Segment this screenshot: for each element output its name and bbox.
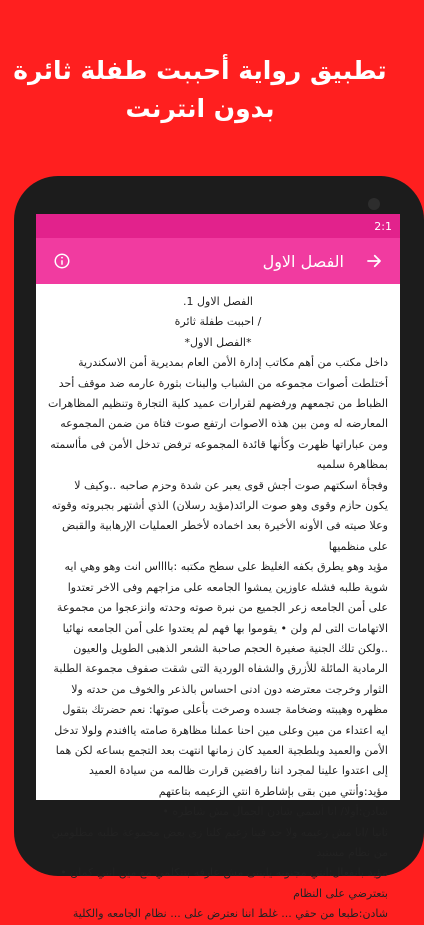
promo-title-line2: بدون انترنت — [125, 94, 275, 123]
camera-icon — [368, 198, 380, 210]
paragraph: وفجأة اسكتهم صوت أجش قوى يعبر عن شدة وحزم صاحبه ..وكيف لا يكون حازم وقوى وهو صوت الرائد(مؤيد رسلان) الذي أشتهر بجبروته وقوته وعلا صيته فى الأونه الأخيرة بعد اخماده لأخطر العمليات الإرهابية والقبض على منظميها — [51, 478, 388, 553]
status-time: 2:1 — [374, 220, 392, 233]
paragraph: شادن:طبعا من حقي ... غلط اننا نعترض على ... نظام الجامعه والكلية — [72, 907, 388, 921]
promo-title-line1: تطبيق رواية أحببت طفلة ثائرة — [13, 56, 387, 85]
arrow-back-svg — [365, 252, 383, 270]
promo-title — [0, 52, 400, 128]
chapter-heading-3: *الفصل الاول* — [184, 335, 252, 349]
chapter-heading-1: الفصل الاول 1. — [183, 295, 253, 308]
app-bar — [36, 238, 400, 284]
paragraph: شادن:أولا/ انا أسمي شادن الجمال مش شاطره • — [162, 805, 388, 819]
info-icon[interactable] — [46, 245, 78, 277]
paragraph: مؤيد بانفعال:انتي مجنونه يابنتى مش عارفه بتتكلمي مع مين انتي كمان • بتعترضي على النظام — [60, 866, 388, 900]
info-svg — [53, 252, 71, 270]
chapter-heading-2: / احببت طفلة ثائرة — [174, 315, 262, 329]
paragraph: مؤيد وهو يطرق بكفه الغليظ على سطح مكتبه :بااااس انت وهو وهي ايه شوية طلبه فشله عاوزين يمشوا الجامعه على مزاجهم وفى الاخر تعتدوا على أمن الجامعه زعر الجميع من نبرة صوته وحدته وانزعجوا من مجموعة الاتهامات التى لم ولن • يقوموا بها فهم لم يعتدوا على أمن الجامعه نهائيا ..ولكن تلك الجنية صغيرة الحجم صاحبة الشعر الذهبى الطويل والعيون الرمادية المائلة للأزرق والشفاه الوردية التى شقت صفوف مجموعة الطلبة الثوار وخرجت معترضه دون ادنى احساس بالذعر والخوف من حدته ولا مظهره وهيبته وضخامة جسده وصرخت بأعلى صوتها: نعم حضرتك بتقول ايه اعتداء من مين وعلى مين احنا عملنا مظاهرة صامته ياافندم ولولا تدخل الأمن والعميد وبلطجية العميد كان زمانها انتهت بعد التجمع بساعه لكن هما إلى اعتدوا علينا لمجرد اننا رافضين قرارت ظالمه من سيادة العميد مؤيد:وأنتي مين بقى بإشاطرة انتي الزعيمه بتاعتهم — [53, 560, 388, 798]
page-title: الفصل الاول — [262, 251, 344, 271]
paragraph: ثانيا /انا مش زعيمه ولا حد فينا زعيم كلنا زى بعض مجموعة طلبه مظلومين من نظام مستبد — [51, 825, 388, 859]
phone-screen — [36, 214, 400, 921]
status-bar — [36, 214, 400, 238]
arrow-back-icon[interactable] — [358, 245, 390, 277]
chapter-content — [36, 284, 400, 925]
paragraph: داخل مكتب من أهم مكاتب إدارة الأمن العام بمديرية أمن الاسكندرية أختلطت أصوات مجموعه من الشباب والبنات بثورة عارمه ضد موقف أحد الظباط من تجمعهم ورفضهم لقرارات عميد كلية التجارة وتنظيم المظاهرات المعارضه له ومن بين هذه الاصوات ارتفع صوت فتاة من ضمن المجموعه ومن عباراتها ظهرت وكأنها قائدة المجموعه ترفض تدخل الأمن فى مأاسمته بمظاهرة سلميه — [48, 356, 388, 472]
